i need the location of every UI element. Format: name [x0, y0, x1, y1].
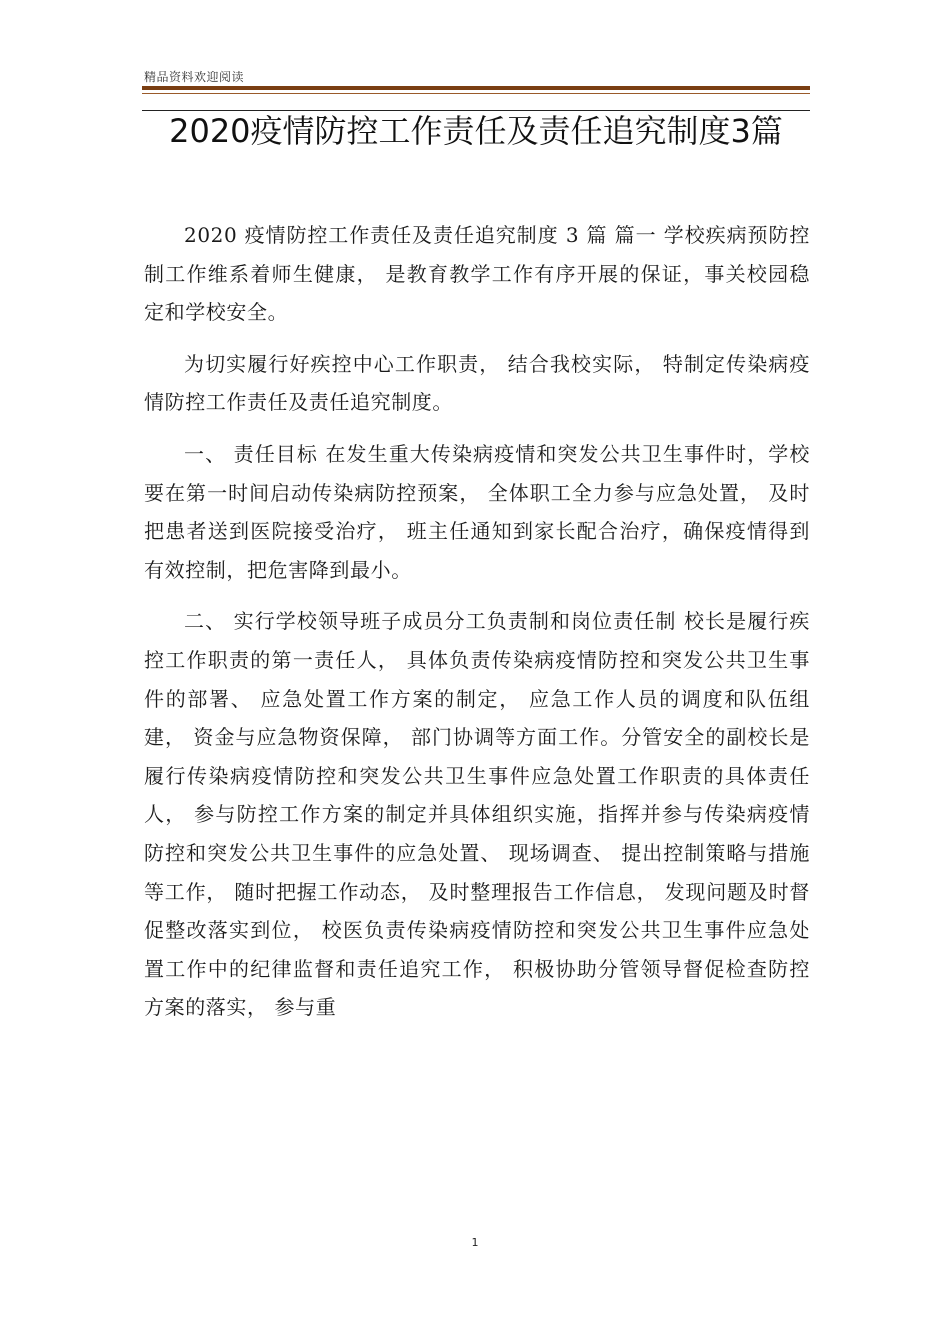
document-title: 2020疫情防控工作责任及责任追究制度3篇 [169, 112, 783, 150]
header-divider-thin [142, 93, 810, 94]
header-label: 精品资料欢迎阅读 [144, 70, 245, 84]
page-number: 1 [471, 1236, 479, 1249]
paragraph-section-two: 二、 实行学校领导班子成员分工负责制和岗位责任制 校长是履行疾控工作职责的第一责任人， 具体负责传染病疫情防控和突发公共卫生事件的部署、 应急处置工作方案的制定， 应急工作人员的调度和队伍组建， 资金与应急物资保障， 部门协调等方面工作。分管安全的副校长是履行传染病疫情防控和突发公共卫生事件应急处置工作职责的具体责任人， 参与防控工作方案的制定并具体组织实施，指挥并参与传染病疫情防控和突发公共卫生事件的应急处置、 现场调查、 提出控制策略与措施等工作， 随时把握工作动态， 及时整理报告工作信息， 发现问题及时督 促整改落实到位， 校医负责传染病疫情防控和突发公共卫生事件应急处置工作中的纪律监督和责任追究工作， 积极协助分管领导督促检查防控方案的落实， 参与重 [144, 609, 810, 1020]
document-body [144, 216, 810, 1027]
paragraph-purpose: 为切实履行好疾控中心工作职责， 结合我校实际， 特制定传染病疫情防控工作责任及责任追究制度。 [144, 351, 810, 415]
paragraph-intro: 2020 疫情防控工作责任及责任追究制度 3 篇 篇一 学校疾病预防控制工作维系着师生健康， 是教育教学工作有序开展的保证，事关校园稳定和学校安全。 [144, 223, 810, 325]
header-divider-thick [142, 86, 810, 90]
paragraph-section-one: 一、 责任目标 在发生重大传染病疫情和突发公共卫生事件时，学校要在第一时间启动传染病防控预案， 全体职工全力参与应急处置， 及时把患者送到医院接受治疗， 班主任通知到家长配合治疗，确保疫情得到有效控制，把危害降到最小。 [144, 441, 810, 582]
